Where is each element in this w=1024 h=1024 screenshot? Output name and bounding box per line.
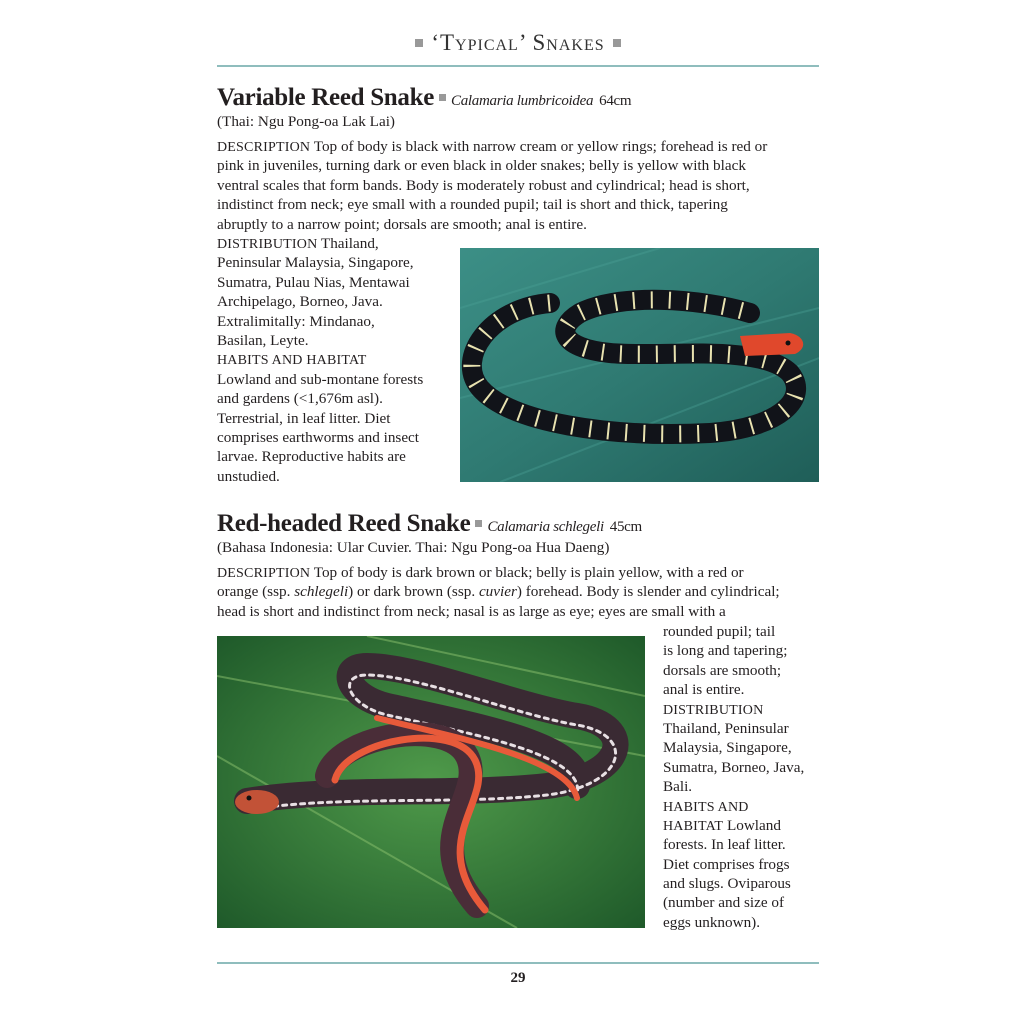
square-bullet-icon [613, 39, 621, 47]
text-segment: Malaysia, Singapore, [663, 739, 792, 757]
italic-term: cuvier [478, 583, 517, 601]
text-line [663, 855, 804, 874]
text-line [217, 156, 767, 175]
text-line [663, 622, 804, 641]
local-names: (Thai: Ngu Pong-oa Lak Lai) [217, 113, 395, 130]
text-segment: Sumatra, Borneo, Java, [663, 758, 805, 776]
text-segment: anal is entire. [663, 681, 745, 699]
page-number: 29 [510, 970, 526, 986]
length: 64cm [599, 93, 632, 109]
text-segment: ventral scales that form bands. Body is moderately robust and cylindrical; head is short, [217, 176, 750, 194]
length: 45cm [609, 519, 642, 535]
text-line [217, 312, 423, 331]
section-label: HABITS AND [663, 799, 749, 815]
common-name: Variable Reed Snake [217, 84, 435, 111]
photo-red-headed-reed-snake [217, 636, 645, 928]
species-heading-1 [217, 84, 631, 112]
text-line [663, 641, 804, 660]
text-segment: Extralimitally: Mindanao, [217, 312, 375, 330]
text-segment: Lowland [723, 816, 781, 834]
text-segment: and gardens (<1,676m asl). [217, 390, 383, 408]
italic-term: schlegeli [294, 583, 349, 601]
text-segment: Peninsular Malaysia, Singapore, [217, 254, 414, 272]
species-heading-2 [217, 510, 642, 538]
text-line [663, 874, 804, 893]
text-segment: is long and tapering; [663, 642, 788, 660]
header-rule [217, 65, 819, 67]
text-segment: Lowland and sub-montane forests [217, 370, 424, 388]
text-segment: (number and size of [663, 894, 785, 912]
text-segment: Sumatra, Pulau Nias, Mentawai [217, 273, 410, 291]
text-line [217, 467, 423, 486]
text-segment: unstudied. [217, 467, 280, 485]
description-distribution-habitat-text [663, 622, 804, 932]
scientific-name: Calamaria schlegeli [487, 519, 604, 535]
section-label: DISTRIBUTION [217, 237, 318, 252]
text-segment: Terrestrial, in leaf litter. Diet [217, 409, 391, 427]
text-segment: Archipelago, Borneo, Java. [217, 293, 383, 311]
text-segment: abruptly to a narrow point; dorsals are smooth; anal is entire. [217, 215, 587, 233]
square-bullet-icon [475, 520, 482, 527]
section-label: DESCRIPTION [217, 566, 311, 581]
text-line [663, 680, 804, 699]
text-segment: eggs unknown). [663, 913, 761, 931]
distribution-habitat-text [217, 234, 423, 486]
scientific-name: Calamaria lumbricoidea [451, 93, 594, 109]
photo-variable-reed-snake [460, 248, 819, 482]
section-label: DISTRIBUTION [663, 702, 764, 718]
text-line [663, 719, 804, 738]
section-label: HABITS AND HABITAT [217, 353, 367, 369]
text-line [217, 195, 767, 214]
text-line [663, 816, 804, 835]
text-line [217, 389, 423, 408]
running-head [217, 30, 819, 56]
text-line [217, 563, 780, 582]
text-line [217, 234, 423, 253]
text-line [663, 797, 804, 816]
text-line [663, 893, 804, 912]
text-line [217, 409, 423, 428]
text-line [663, 661, 804, 680]
text-line [217, 292, 423, 311]
text-segment: rounded pupil; tail [663, 623, 776, 640]
text-segment: forests. In leaf litter. [663, 836, 786, 854]
text-line [663, 700, 804, 719]
text-segment: dorsals are smooth; [663, 661, 782, 679]
text-segment: orange (ssp. [217, 583, 295, 601]
text-segment: comprises earthworms and insect [217, 428, 420, 446]
text-line [663, 835, 804, 854]
text-segment: pink in juveniles, turning dark or even black in older snakes; belly is yellow with black [217, 157, 746, 175]
text-segment: Top of body is dark brown or black; belly is plain yellow, with a red or [310, 564, 744, 581]
description-text [217, 137, 767, 234]
square-bullet-icon [439, 94, 446, 101]
text-line [217, 602, 780, 621]
text-line [217, 428, 423, 447]
text-segment: ) forehead. Body is slender and cylindrical; [516, 583, 780, 601]
text-segment: ) or dark brown (ssp. [348, 583, 479, 601]
text-line [217, 350, 423, 369]
text-segment: larvae. Reproductive habits are [217, 448, 406, 466]
text-line [217, 331, 423, 350]
text-line [663, 913, 804, 932]
text-segment: Basilan, Leyte. [217, 331, 309, 349]
text-segment: Thailand, Peninsular [663, 719, 789, 737]
text-segment: and slugs. Oviparous [663, 875, 791, 893]
section-label: HABITAT [663, 818, 724, 834]
square-bullet-icon [415, 39, 423, 47]
text-line [217, 582, 780, 601]
text-line [663, 777, 804, 796]
text-segment: Top of body is black with narrow cream or yellow rings; forehead is red or [310, 138, 768, 155]
text-segment: indistinct from neck; eye small with a rounded pupil; tail is short and thick, tapering [217, 196, 728, 214]
text-segment: Thailand, [317, 235, 379, 252]
text-line [217, 370, 423, 389]
text-line [217, 215, 767, 234]
section-label: DESCRIPTION [217, 140, 311, 155]
text-line [217, 176, 767, 195]
text-segment: head is short and indistinct from neck; nasal is as large as eye; eyes are small with a [217, 602, 726, 620]
text-line [217, 253, 423, 272]
footer-rule [217, 962, 819, 964]
common-name: Red-headed Reed Snake [217, 510, 471, 537]
text-line [217, 137, 767, 156]
local-names: (Bahasa Indonesia: Ular Cuvier. Thai: Ngu Pong-oa Hua Daeng) [217, 539, 610, 556]
text-line [663, 738, 804, 757]
running-head-text: ‘Typical’ Snakes [431, 30, 605, 55]
description-text [217, 563, 780, 621]
text-line [217, 273, 423, 292]
text-line [663, 758, 804, 777]
text-segment: Diet comprises frogs [663, 855, 790, 873]
text-segment: Bali. [663, 778, 693, 796]
text-line [217, 447, 423, 466]
